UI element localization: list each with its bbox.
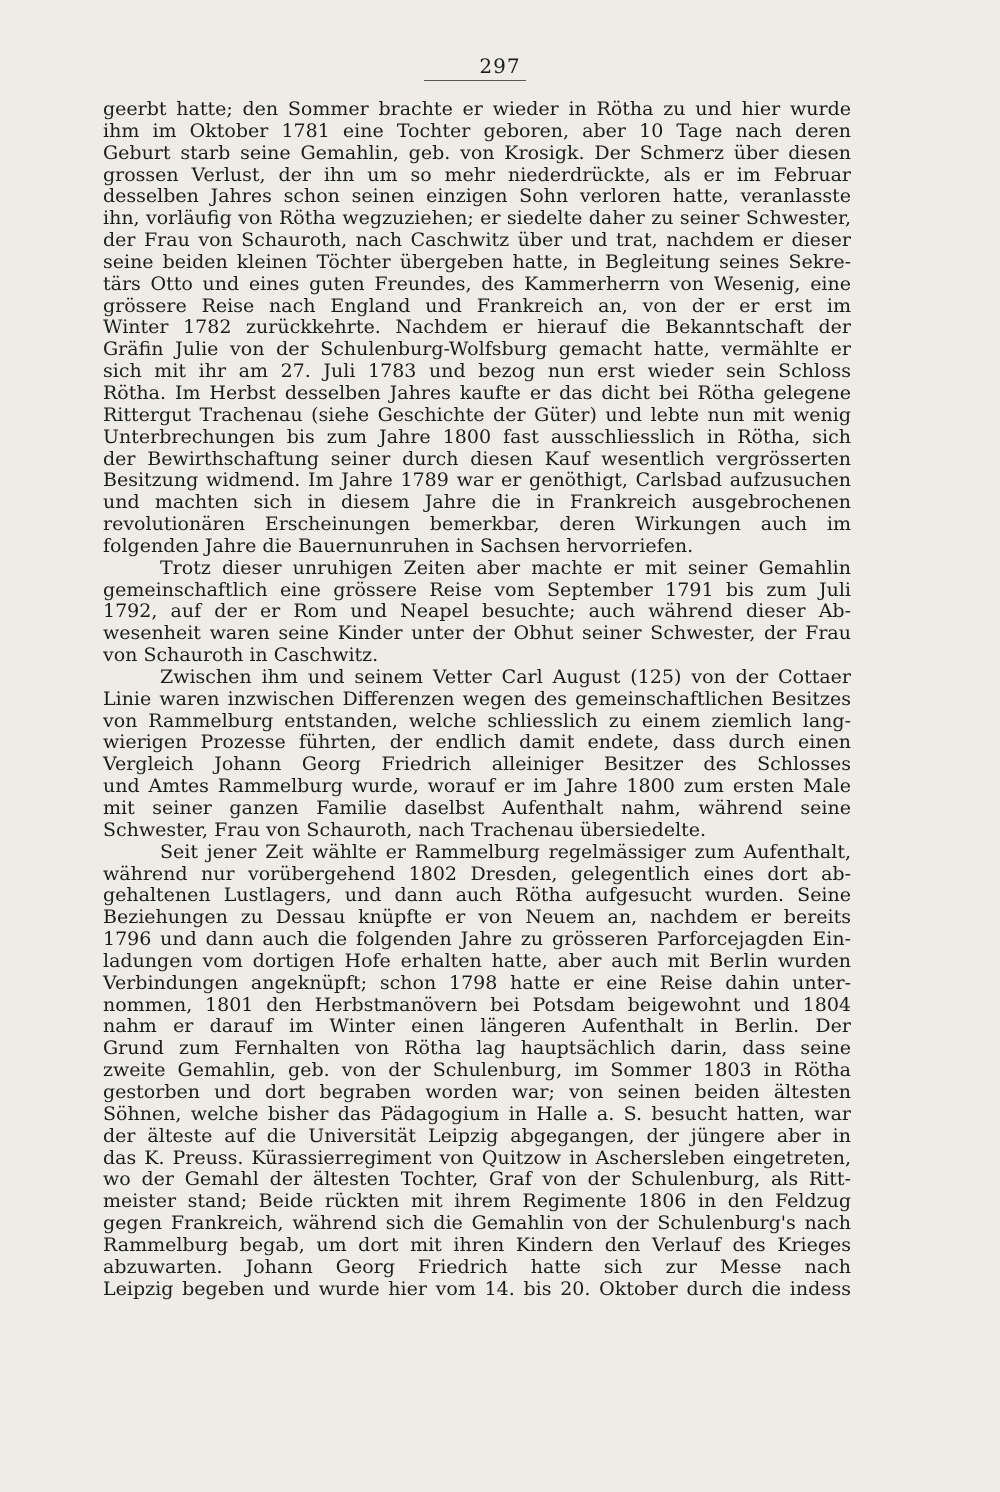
text-line: tärs Otto und eines guten Freundes, des Kammerherrn von Wesenig, eine [103,272,851,295]
text-line: sich mit ihr am 27. Juli 1783 und bezog nun erst wieder sein Schloss [103,360,851,383]
text-line: der älteste auf die Universität Leipzig abgegangen, der jüngere aber in [103,1124,851,1147]
text-line: Zwischen ihm und seinem Vetter Carl August (125) von der Cottaer [160,665,851,688]
text-line: von Rammelburg entstanden, welche schliesslich zu einem ziemlich lang- [103,709,851,732]
text-line: Rötha. Im Herbst desselben Jahres kaufte er das dicht bei Rötha gelegene [103,381,851,404]
page-number-rule [424,80,526,81]
text-line: 1792, auf der er Rom und Neapel besuchte; auch während dieser Ab- [103,600,851,623]
text-line: Winter 1782 zurückkehrte. Nachdem er hierauf die Bekanntschaft der [103,316,851,339]
text-line: seine beiden kleinen Töchter übergeben hatte, in Begleitung seines Sekre- [103,250,851,273]
text-line: wesenheit waren seine Kinder unter der Obhut seiner Schwester, der Frau [103,622,851,645]
text-line: Unterbrechungen bis zum Jahre 1800 fast ausschliesslich in Rötha, sich [103,425,851,448]
text-line: Rittergut Trachenau (siehe Geschichte der Güter) und lebte nun mit wenig [103,403,851,426]
text-line: Schwester, Frau von Schauroth, nach Trachenau übersiedelte. [103,818,707,841]
text-line: Verbindungen angeknüpft; schon 1798 hatte er eine Reise dahin unter- [103,971,851,994]
text-line: der Frau von Schauroth, nach Caschwitz über und trat, nachdem er dieser [103,229,851,252]
text-line: Besitzung widmend. Im Jahre 1789 war er genöthigt, Carlsbad aufzusuchen [103,469,851,492]
text-line: gehaltenen Lustlagers, und dann auch Rötha aufgesucht wurden. Seine [103,884,851,907]
text-line: gestorben und dort begraben worden war; von seinen beiden ältesten [103,1080,851,1103]
text-line: abzuwarten. Johann Georg Friedrich hatte sich zur Messe nach [103,1255,851,1278]
text-line: nommen, 1801 den Herbstmanövern bei Potsdam beigewohnt und 1804 [103,993,851,1016]
text-line: nahm er darauf im Winter einen längeren Aufenthalt in Berlin. Der [103,1015,851,1038]
text-line: 1796 und dann auch die folgenden Jahre zu grösseren Parforcejagden Ein- [103,928,851,951]
text-line: grössere Reise nach England und Frankreich an, von der er erst im [103,294,851,317]
text-line: das K. Preuss. Kürassierregiment von Quitzow in Aschersleben eingetreten, [103,1146,851,1169]
text-line: und Amtes Rammelburg wurde, worauf er im Jahre 1800 zum ersten Male [103,775,851,798]
text-line: ihm im Oktober 1781 eine Tochter geboren, aber 10 Tage nach deren [103,119,851,142]
text-line: Rammelburg begab, um dort mit ihren Kindern den Verlauf des Krieges [103,1233,851,1256]
text-line: grossen Verlust, der ihn um so mehr niederdrückte, als er im Februar [103,163,851,186]
text-line: geerbt hatte; den Sommer brachte er wieder in Rötha zu und hier wurde [103,98,851,120]
page-number: 297 [479,54,521,78]
body-text [103,99,851,1300]
text-line: von Schauroth in Caschwitz. [103,644,379,667]
text-line: ihn, vorläufig von Rötha wegzuziehen; er siedelte daher zu seiner Schwester, [103,207,851,230]
text-line: und machten sich in diesem Jahre die in Frankreich ausgebrochenen [103,491,851,514]
text-line: meister stand; Beide rückten mit ihrem Regimente 1806 in den Feldzug [103,1190,851,1213]
text-line: Trotz dieser unruhigen Zeiten aber machte er mit seiner Gemahlin [160,556,851,579]
text-line: ladungen vom dortigen Hofe erhalten hatte, aber auch mit Berlin wurden [103,949,851,972]
text-line: gemeinschaftlich eine grössere Reise vom September 1791 bis zum Juli [103,578,851,601]
text-line: Leipzig begeben und wurde hier vom 14. bis 20. Oktober durch die indess [103,1277,851,1300]
text-line: gegen Frankreich, während sich die Gemahlin von der Schulenburg's nach [103,1212,851,1235]
text-line: der Bewirthschaftung seiner durch diesen Kauf wesentlich vergrösserten [103,447,851,470]
text-line: folgenden Jahre die Bauernunruhen in Sachsen hervorriefen. [103,534,694,557]
text-line: Söhnen, welche bisher das Pädagogium in Halle a. S. besucht hatten, war [103,1102,851,1125]
text-line: Grund zum Fernhalten von Rötha lag hauptsächlich darin, dass seine [103,1037,851,1060]
text-line: Seit jener Zeit wählte er Rammelburg regelmässiger zum Aufenthalt, [160,840,851,863]
text-line: Vergleich Johann Georg Friedrich alleiniger Besitzer des Schlosses [103,753,851,776]
text-line: mit seiner ganzen Familie daselbst Aufenthalt nahm, während seine [103,797,851,819]
text-line: revolutionären Erscheinungen bemerkbar, deren Wirkungen auch im [103,513,851,536]
text-line: während nur vorübergehend 1802 Dresden, gelegentlich eines dort ab- [103,862,851,885]
text-line: Linie waren inzwischen Differenzen wegen des gemeinschaftlichen Besitzes [103,687,851,710]
text-line: Beziehungen zu Dessau knüpfte er von Neuem an, nachdem er bereits [103,906,851,929]
text-line: wo der Gemahl der ältesten Tochter, Graf von der Schulenburg, als Ritt- [103,1168,851,1191]
text-line: Geburt starb seine Gemahlin, geb. von Krosigk. Der Schmerz über diesen [103,141,851,164]
text-line: zweite Gemahlin, geb. von der Schulenburg, im Sommer 1803 in Rötha [103,1059,851,1082]
text-line: Gräfin Julie von der Schulenburg-Wolfsburg gemacht hatte, vermählte er [103,338,851,361]
text-line: desselben Jahres schon seinen einzigen Sohn verloren hatte, veranlasste [103,185,851,208]
text-line: wierigen Prozesse führten, der endlich damit endete, dass durch einen [103,731,851,754]
